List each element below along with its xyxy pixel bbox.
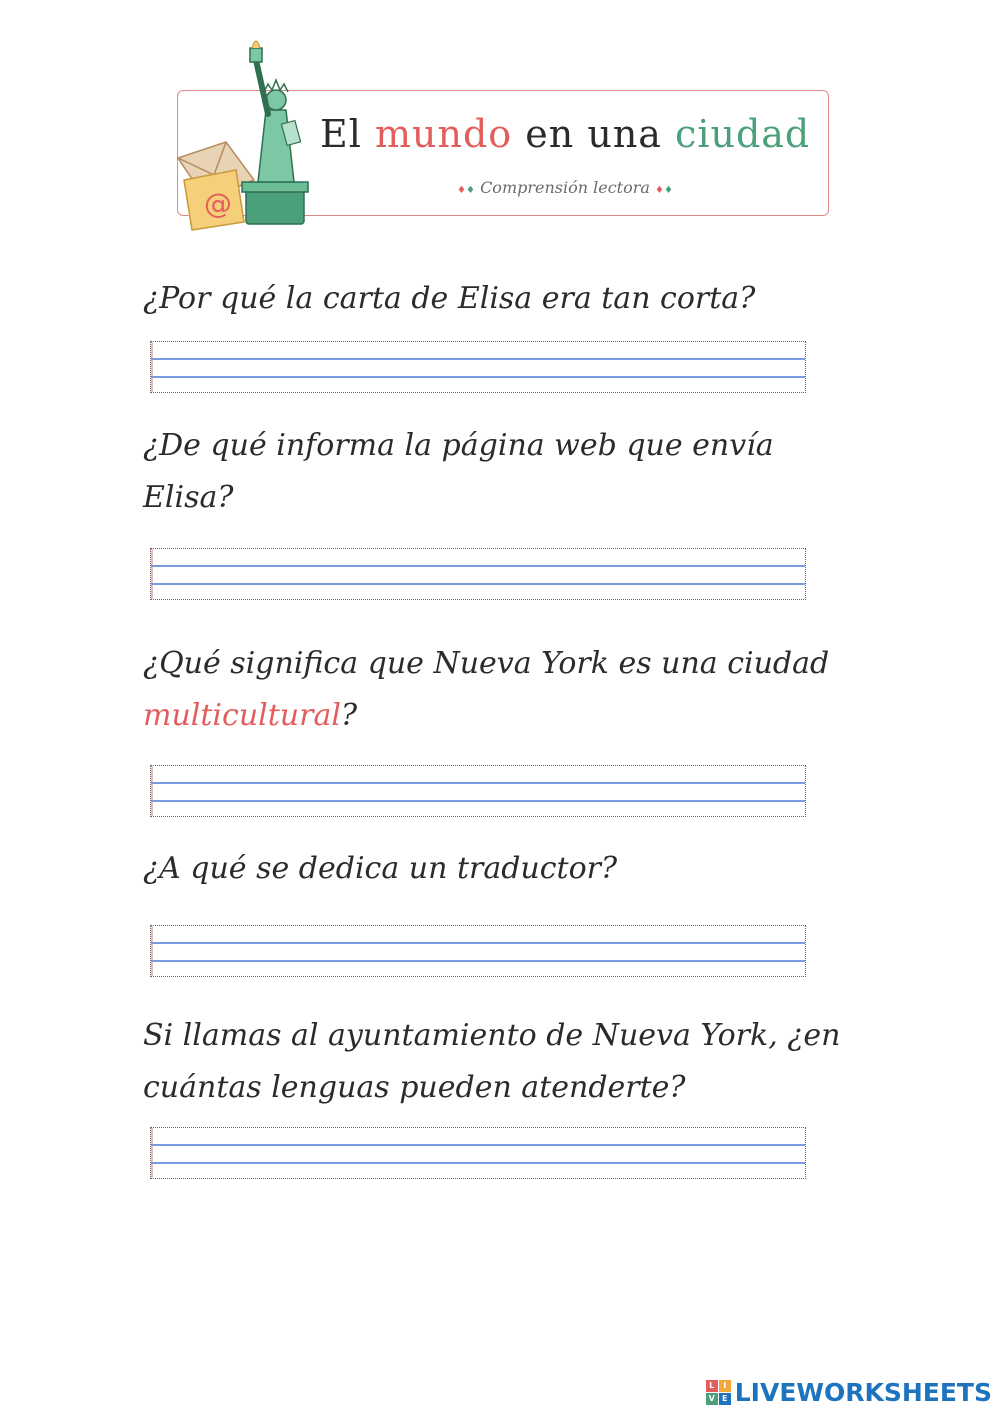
worksheet-subtitle [430, 178, 700, 197]
question-3-highlight: multicultural [143, 698, 341, 733]
answer-field-3[interactable] [150, 765, 806, 817]
svg-text:@: @ [204, 187, 232, 220]
worksheet-title [320, 112, 810, 156]
question-3-end: ? [340, 698, 358, 733]
title-word-ciudad: ciudad [675, 112, 811, 156]
question-2: ¿De qué informa la página web que envía Elisa? [143, 428, 774, 515]
title-word-el: El [320, 112, 362, 156]
question-3-text: ¿Qué significa que Nueva York es una ciudad [143, 646, 830, 681]
question-3 [143, 638, 833, 742]
answer-field-1[interactable] [150, 341, 806, 393]
question-1: ¿Por qué la carta de Elisa era tan corta? [143, 281, 756, 316]
decor-dots-right-icon: ♦♦ [655, 185, 673, 196]
decor-dots-left-icon: ♦♦ [457, 185, 475, 196]
at-note-icon [184, 170, 244, 230]
subtitle-text: Comprensión lectora [480, 178, 650, 197]
answer-field-4[interactable] [150, 925, 806, 977]
question-4: ¿A qué se dedica un traductor? [143, 851, 618, 886]
title-word-en: en [525, 112, 575, 156]
question-5: Si llamas al ayuntamiento de Nueva York, ¿en cuántas lenguas pueden atenderte? [143, 1018, 841, 1105]
answer-field-5[interactable] [150, 1127, 806, 1179]
liveworksheets-brand [706, 1378, 992, 1407]
liveworksheets-logo-icon: L I V E [706, 1380, 731, 1405]
answer-field-2[interactable] [150, 548, 806, 600]
statue-of-liberty-illustration [176, 30, 316, 240]
title-word-mundo: mundo [375, 112, 513, 156]
brand-text: LIVEWORKSHEETS [734, 1378, 992, 1407]
title-word-una: una [587, 112, 662, 156]
